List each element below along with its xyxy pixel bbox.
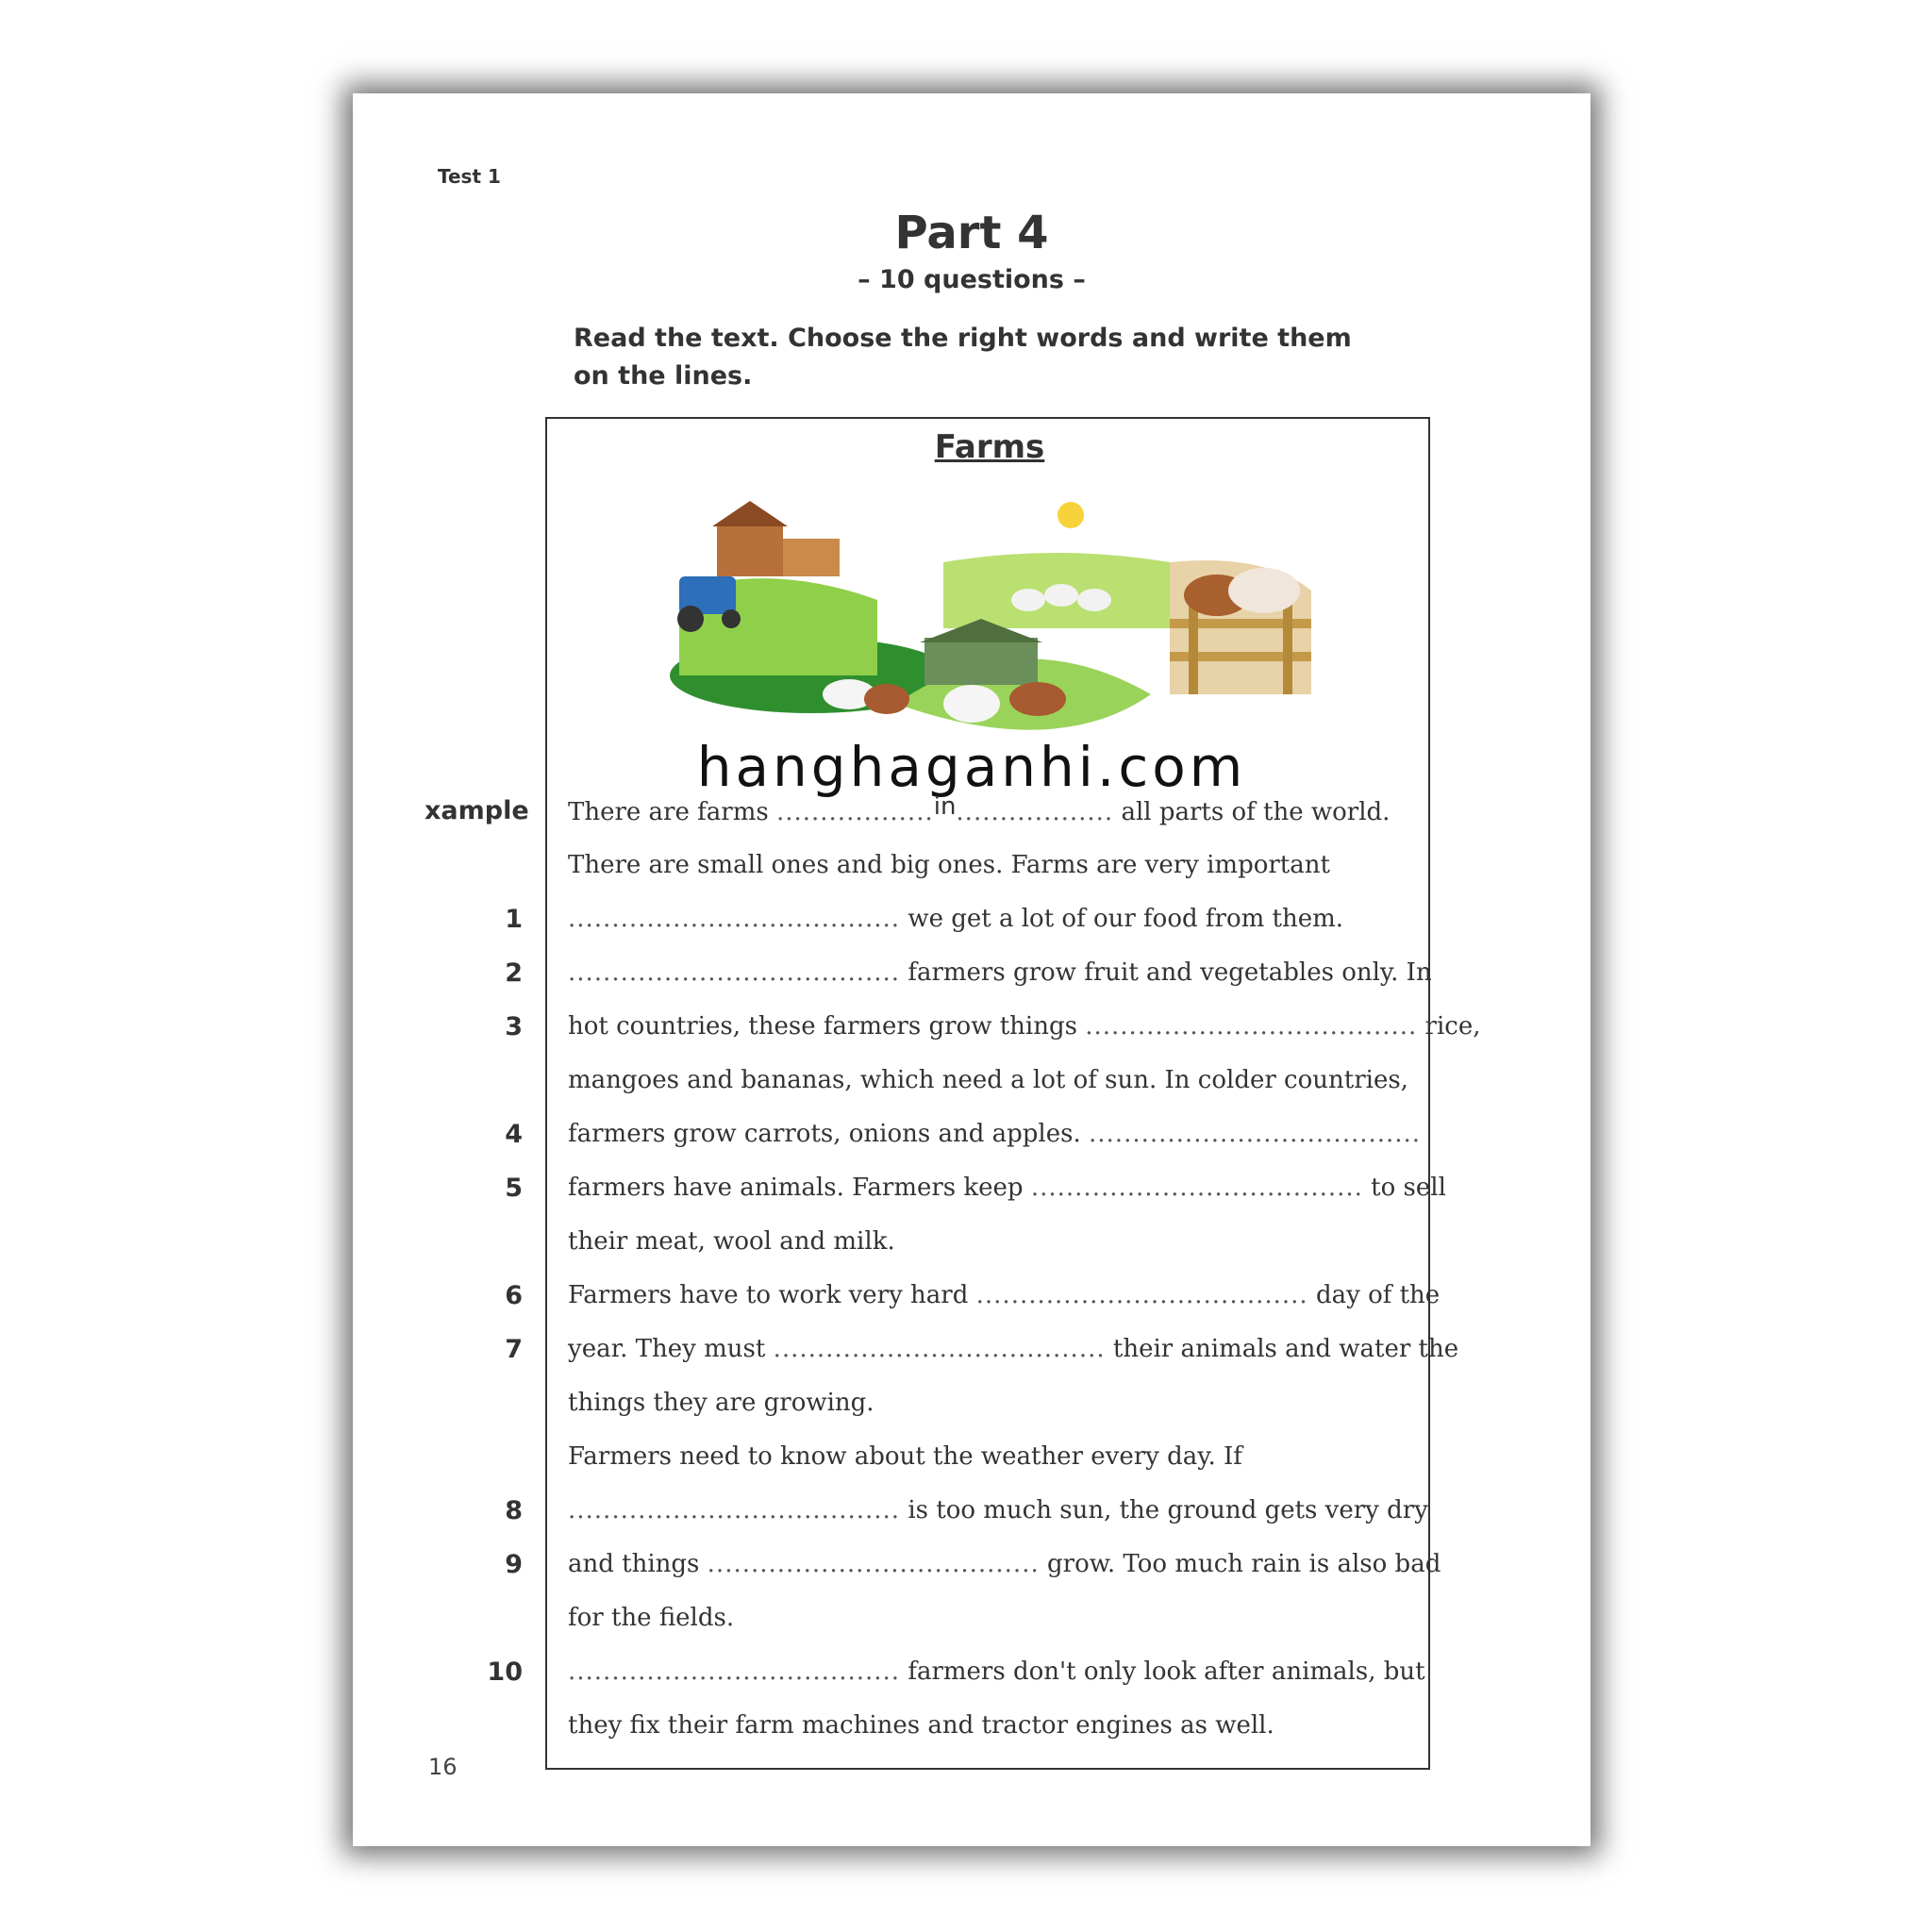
- watermark: hanghaganhi.com: [696, 735, 1247, 799]
- line-text: is too much sun, the ground gets very dry: [900, 1496, 1428, 1524]
- answer-blank[interactable]: ......................................: [1089, 1120, 1422, 1148]
- line-text: farmers grow carrots, onions and apples.: [568, 1120, 1090, 1148]
- passage-line: [568, 1066, 1408, 1094]
- example-label: xample: [425, 796, 529, 825]
- question-number: 4: [505, 1120, 523, 1149]
- passage-line: [568, 1120, 1421, 1148]
- line-text: day of the: [1307, 1281, 1441, 1309]
- line-text: Farmers need to know about the weather every day. If: [568, 1442, 1242, 1471]
- passage-line: [568, 1657, 1425, 1686]
- line-text: year. They must: [568, 1335, 774, 1363]
- line-text: Farmers have to work very hard: [568, 1281, 976, 1309]
- line-text: mangoes and bananas, which need a lot of sun. In colder countries,: [568, 1066, 1408, 1094]
- question-number: 3: [505, 1012, 523, 1041]
- question-number: 10: [487, 1657, 523, 1687]
- line-text: grow. Too much rain is also bad: [1039, 1550, 1441, 1578]
- answer-blank[interactable]: ......................................: [568, 958, 901, 987]
- part-title: Part 4: [894, 207, 1049, 259]
- answer-blank[interactable]: ......................................: [1030, 1174, 1363, 1202]
- part-subtitle: – 10 questions –: [858, 265, 1086, 294]
- line-text: we get a lot of our food from them.: [900, 905, 1344, 933]
- line-text: rice,: [1417, 1012, 1481, 1041]
- question-number: 6: [505, 1281, 523, 1310]
- answer-blank[interactable]: ......................................: [568, 1496, 901, 1524]
- line-text: they fix their farm machines and tractor engines as well.: [568, 1711, 1274, 1740]
- answer-blank[interactable]: ......................................: [975, 1281, 1308, 1309]
- passage-line: [568, 1711, 1274, 1740]
- passage-line: [568, 1335, 1458, 1363]
- line-text: for the fields.: [568, 1604, 735, 1632]
- passage-line: [568, 1389, 874, 1417]
- line-text: farmers have animals. Farmers keep: [568, 1174, 1031, 1202]
- answer-blank[interactable]: ......................................: [1085, 1012, 1418, 1041]
- line-text: their meat, wool and milk.: [568, 1227, 895, 1256]
- line-text: hot countries, these farmers grow things: [568, 1012, 1086, 1041]
- answer-blank[interactable]: ......................................: [568, 1657, 901, 1686]
- question-number: 2: [505, 958, 523, 988]
- passage-line: [568, 905, 1343, 933]
- line-text: There are small ones and big ones. Farms are very important: [568, 851, 1330, 879]
- passage-line: [568, 1227, 895, 1256]
- question-number: 5: [505, 1174, 523, 1203]
- line-text: and things: [568, 1550, 708, 1578]
- passage-line: [568, 1496, 1428, 1524]
- test-label: Test 1: [438, 165, 501, 188]
- passage-line: [568, 1281, 1440, 1309]
- example-answer: in: [933, 792, 957, 821]
- answer-blank[interactable]: ......................................: [568, 905, 901, 933]
- instructions: Read the text. Choose the right words and write them on the lines.: [574, 324, 1352, 391]
- example-line: There are farms ..................in.................. all parts of the world.: [568, 792, 1391, 826]
- line-text: farmers grow fruit and vegetables only. In: [900, 958, 1432, 987]
- line-text: to sell: [1362, 1174, 1446, 1202]
- passage-line: [568, 1604, 734, 1632]
- line-text: things they are growing.: [568, 1389, 874, 1417]
- passage-line: [568, 958, 1432, 987]
- question-number: 1: [505, 905, 523, 934]
- passage-line: [568, 851, 1330, 879]
- line-text: their animals and water the: [1105, 1335, 1459, 1363]
- answer-blank[interactable]: ......................................: [707, 1550, 1040, 1578]
- passage-title: Farms: [934, 428, 1045, 466]
- question-number: 7: [505, 1335, 523, 1364]
- passage-line: [568, 1442, 1242, 1471]
- question-number: 8: [505, 1496, 523, 1525]
- passage-line: [568, 1550, 1441, 1578]
- page-number: 16: [428, 1754, 458, 1780]
- worksheet-page: [353, 93, 1591, 1846]
- question-number: 9: [505, 1550, 523, 1579]
- farm-illustration: [660, 487, 1321, 751]
- answer-blank[interactable]: ......................................: [773, 1335, 1106, 1363]
- line-text: farmers don't only look after animals, but: [900, 1657, 1425, 1686]
- passage-line: [568, 1012, 1481, 1041]
- passage-line: [568, 1174, 1446, 1202]
